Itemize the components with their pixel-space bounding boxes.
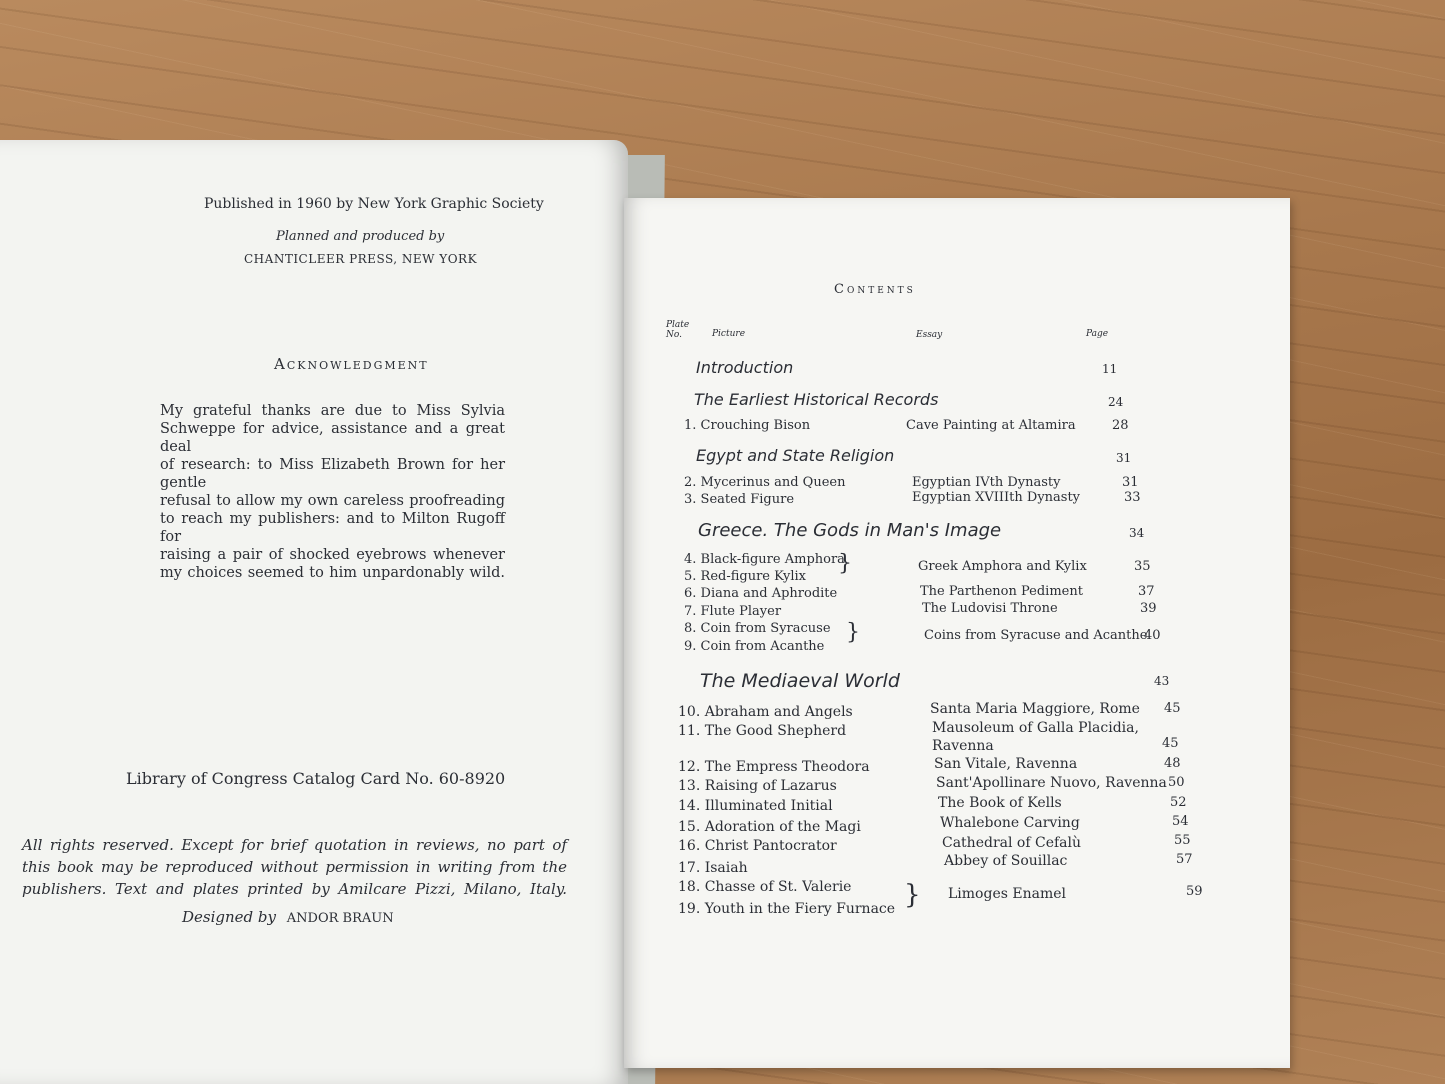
plate-essay: The Parthenon Pediment: [920, 584, 1083, 599]
plate-page: 39: [1140, 601, 1157, 616]
plate-picture: 9. Coin from Acanthe: [684, 639, 825, 654]
ack-line: Schweppe for advice, assistance and a great deal: [160, 421, 505, 455]
planned-line: Planned and produced by: [276, 229, 445, 244]
left-page: [0, 140, 628, 1084]
plate-picture: 3. Seated Figure: [684, 492, 795, 507]
acknowledgment-heading: Acknowledgment: [274, 355, 429, 373]
section-page: 31: [1116, 451, 1132, 465]
plate-picture: 5. Red-figure Kylix: [684, 569, 807, 584]
designer-line: [182, 908, 394, 926]
plate-picture: 18. Chasse of St. Valerie: [678, 879, 852, 895]
plate-picture: 8. Coin from Syracuse: [684, 621, 831, 636]
plate-picture: 12. The Empress Theodora: [678, 759, 870, 775]
plate-picture: 11. The Good Shepherd: [678, 723, 847, 739]
plate-page: 35: [1134, 559, 1151, 574]
plate-essay: Egyptian XVIIIth Dynasty: [912, 490, 1081, 505]
header-essay: Essay: [916, 330, 943, 340]
plate-page: 59: [1186, 884, 1203, 899]
plate-picture: 19. Youth in the Fiery Furnace: [678, 901, 896, 917]
plate-essay: Cave Painting at Altamira: [906, 418, 1076, 433]
plate-essay: Cathedral of Cefalù: [942, 835, 1081, 851]
plate-picture: 15. Adoration of the Magi: [678, 819, 861, 835]
header-no: No.: [666, 330, 682, 340]
plate-essay: San Vitale, Ravenna: [934, 756, 1078, 772]
section-title: The Earliest Historical Records: [694, 390, 939, 409]
plate-page: 37: [1138, 584, 1155, 599]
designed-by-label: Designed by: [182, 908, 276, 926]
plate-picture: 7. Flute Player: [684, 604, 782, 619]
plate-picture: 13. Raising of Lazarus: [678, 778, 837, 794]
plate-page: 28: [1112, 418, 1129, 433]
plate-essay: Santa Maria Maggiore, Rome: [930, 701, 1140, 717]
section-page: 24: [1108, 395, 1124, 409]
plate-page: 45: [1162, 736, 1179, 751]
plate-picture: 10. Abraham and Angels: [678, 704, 853, 720]
grouping-brace: }: [846, 620, 860, 645]
plate-essay: Coins from Syracuse and Acanthe: [924, 628, 1148, 643]
rights-line: All rights reserved. Except for brief quotation in reviews, no part of: [22, 836, 567, 854]
plate-page: 57: [1176, 852, 1193, 867]
rights-line: publishers. Text and plates printed by Amilcare Pizzi, Milano, Italy.: [22, 880, 567, 898]
plate-essay: Sant'Apollinare Nuovo, Ravenna: [936, 775, 1167, 791]
section-page: 34: [1129, 526, 1145, 540]
plate-essay: Whalebone Carving: [940, 815, 1080, 831]
section-page: 11: [1102, 362, 1118, 376]
ack-line: of research: to Miss Elizabeth Brown for her gentle: [160, 457, 505, 491]
plate-essay: Abbey of Souillac: [944, 853, 1068, 869]
plate-page: 54: [1172, 814, 1189, 829]
plate-page: 40: [1144, 628, 1161, 643]
rights-text: [22, 834, 567, 900]
grouping-brace: }: [904, 880, 921, 910]
plate-page: 52: [1170, 795, 1187, 810]
header-plate: Plate: [666, 320, 690, 330]
plate-page: 50: [1168, 775, 1185, 790]
catalog-card: Library of Congress Catalog Card No. 60-8920: [126, 769, 506, 788]
ack-line: to reach my publishers: and to Milton Rugoff for: [160, 511, 505, 545]
contents-title: Contents: [834, 282, 916, 297]
section-page: 43: [1154, 674, 1170, 688]
grouping-brace: }: [838, 551, 852, 576]
plate-picture: 16. Christ Pantocrator: [678, 838, 837, 854]
ack-line: refusal to allow my own careless proofreading: [160, 493, 505, 509]
plate-picture: 14. Illuminated Initial: [678, 798, 833, 814]
plate-essay: Mausoleum of Galla Placidia,: [932, 720, 1139, 736]
plate-page: 31: [1122, 475, 1139, 490]
header-picture: Picture: [712, 329, 746, 339]
plate-page: 45: [1164, 701, 1181, 716]
designer-name: ANDOR BRAUN: [286, 911, 394, 926]
plate-picture: 17. Isaiah: [678, 860, 748, 876]
section-introduction: Introduction: [696, 358, 794, 377]
ack-line: raising a pair of shocked eyebrows whenever: [160, 547, 505, 563]
plate-picture: 4. Black-figure Amphora: [684, 552, 845, 567]
plate-essay: Limoges Enamel: [948, 886, 1066, 902]
plate-page: 55: [1174, 833, 1191, 848]
publisher-line: Published in 1960 by New York Graphic Society: [204, 196, 544, 212]
plate-page: 33: [1124, 490, 1141, 505]
plate-picture: 6. Diana and Aphrodite: [684, 586, 838, 601]
header-page: Page: [1086, 329, 1109, 339]
ack-line: my choices seemed to him unpardonably wild.: [160, 565, 505, 581]
plate-essay: The Ludovisi Throne: [922, 601, 1058, 616]
plate-essay: Greek Amphora and Kylix: [918, 559, 1087, 574]
acknowledgment-text: [160, 402, 505, 582]
plate-picture: 1. Crouching Bison: [684, 418, 811, 433]
right-page: [624, 198, 1290, 1068]
section-title: The Mediaeval World: [700, 670, 900, 692]
plate-essay: Egyptian IVth Dynasty: [912, 475, 1061, 490]
plate-essay-continued: Ravenna: [932, 738, 994, 754]
section-title: Greece. The Gods in Man's Image: [698, 520, 1002, 541]
section-title: Egypt and State Religion: [696, 446, 895, 465]
plate-picture: 2. Mycerinus and Queen: [684, 475, 846, 490]
press-line: CHANTICLEER PRESS, NEW YORK: [244, 252, 478, 266]
plate-page: 48: [1164, 756, 1181, 771]
plate-essay: The Book of Kells: [938, 795, 1062, 811]
rights-line: this book may be reproduced without permission in writing from the: [22, 858, 567, 876]
ack-line: My grateful thanks are due to Miss Sylvia: [160, 403, 505, 419]
